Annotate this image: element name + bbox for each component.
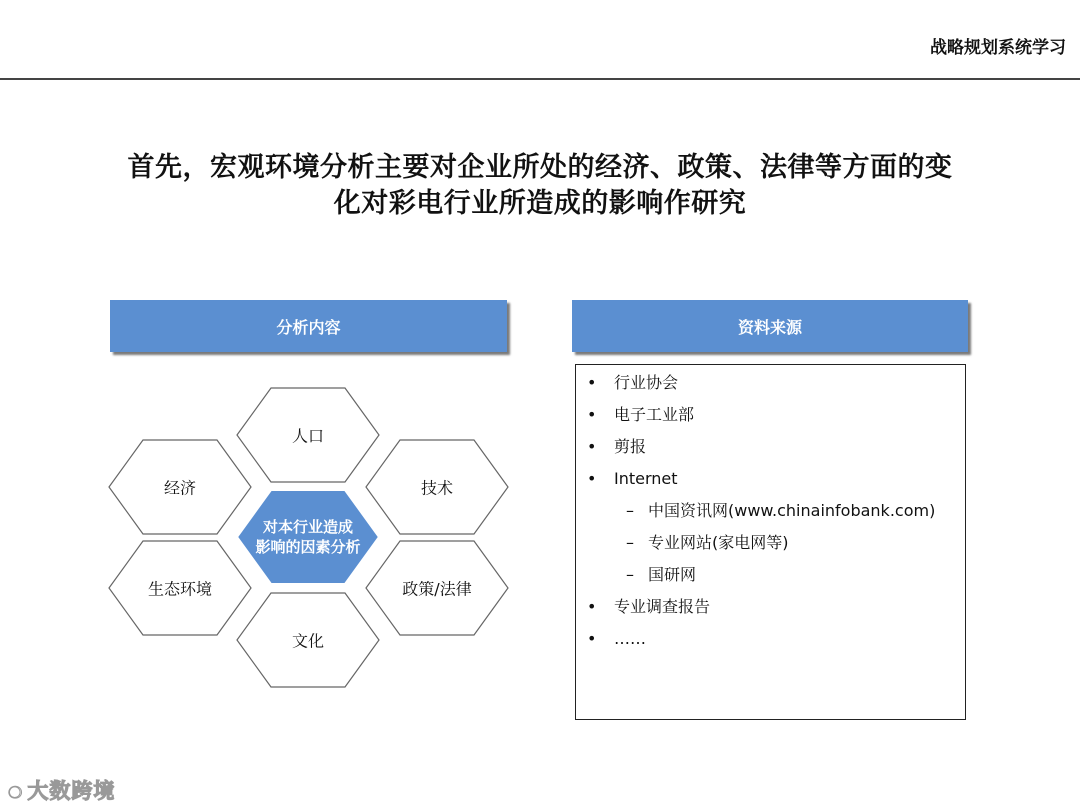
center-label-line-1: 对本行业造成	[262, 518, 353, 536]
bullet-icon: •	[587, 373, 597, 392]
factor-ecology: 生态环境	[147, 579, 212, 599]
slide-headline	[60, 150, 1020, 222]
factor-culture: 文化	[291, 631, 324, 651]
page-header-title: 战略规划系统学习	[930, 38, 1066, 58]
data-sources-title: 资料来源	[737, 317, 802, 337]
header-divider	[0, 78, 1080, 80]
bullet-icon: •	[587, 469, 597, 488]
100-logo-icon: ❍	[8, 783, 24, 802]
dash-icon: –	[626, 565, 634, 584]
source-item	[576, 627, 965, 659]
source-subitem-text: 国研网	[648, 565, 697, 584]
source-item-text: Internet	[614, 469, 678, 488]
source-item	[576, 467, 965, 499]
center-label-line-2: 影响的因素分析	[255, 538, 361, 556]
watermark-text: 大数跨境	[27, 779, 116, 803]
data-sources-box	[575, 364, 966, 720]
analysis-content-title: 分析内容	[276, 317, 341, 337]
data-sources-header	[572, 300, 968, 352]
headline-line-2: 化对彩电行业所造成的影响作研究	[333, 188, 747, 219]
source-item-text: 电子工业部	[614, 405, 695, 424]
bullet-icon: •	[587, 437, 597, 456]
bullet-icon: •	[587, 597, 597, 616]
dash-icon: –	[626, 533, 634, 552]
factor-policy-law: 政策/法律	[402, 579, 472, 599]
source-subitem	[576, 531, 965, 563]
source-subitem	[576, 499, 965, 531]
data-sources-list	[576, 365, 965, 659]
source-item-text: ……	[614, 629, 646, 648]
headline-line-1: 首先，宏观环境分析主要对企业所处的经济、政策、法律等方面的变	[127, 152, 953, 183]
source-item	[576, 403, 965, 435]
source-subitem	[576, 563, 965, 595]
source-item-text: 专业调查报告	[614, 597, 711, 616]
source-item	[576, 595, 965, 627]
source-item	[576, 371, 965, 403]
bullet-icon: •	[587, 405, 597, 424]
source-item	[576, 435, 965, 467]
source-item-text: 剪报	[614, 437, 647, 456]
source-item-text: 行业协会	[614, 373, 679, 392]
source-subitem-text: 中国资讯网(www.chinainfobank.com)	[648, 501, 936, 520]
source-subitem-text: 专业网站(家电网等)	[648, 533, 789, 552]
factor-population: 人口	[291, 426, 324, 446]
factor-hexagon-diagram	[100, 378, 520, 698]
factor-technology: 技术	[420, 478, 453, 498]
watermark	[8, 775, 115, 805]
factor-center-label	[243, 517, 373, 557]
factor-economy: 经济	[163, 478, 196, 498]
analysis-content-header	[110, 300, 507, 352]
bullet-icon: •	[587, 629, 597, 648]
dash-icon: –	[626, 501, 634, 520]
